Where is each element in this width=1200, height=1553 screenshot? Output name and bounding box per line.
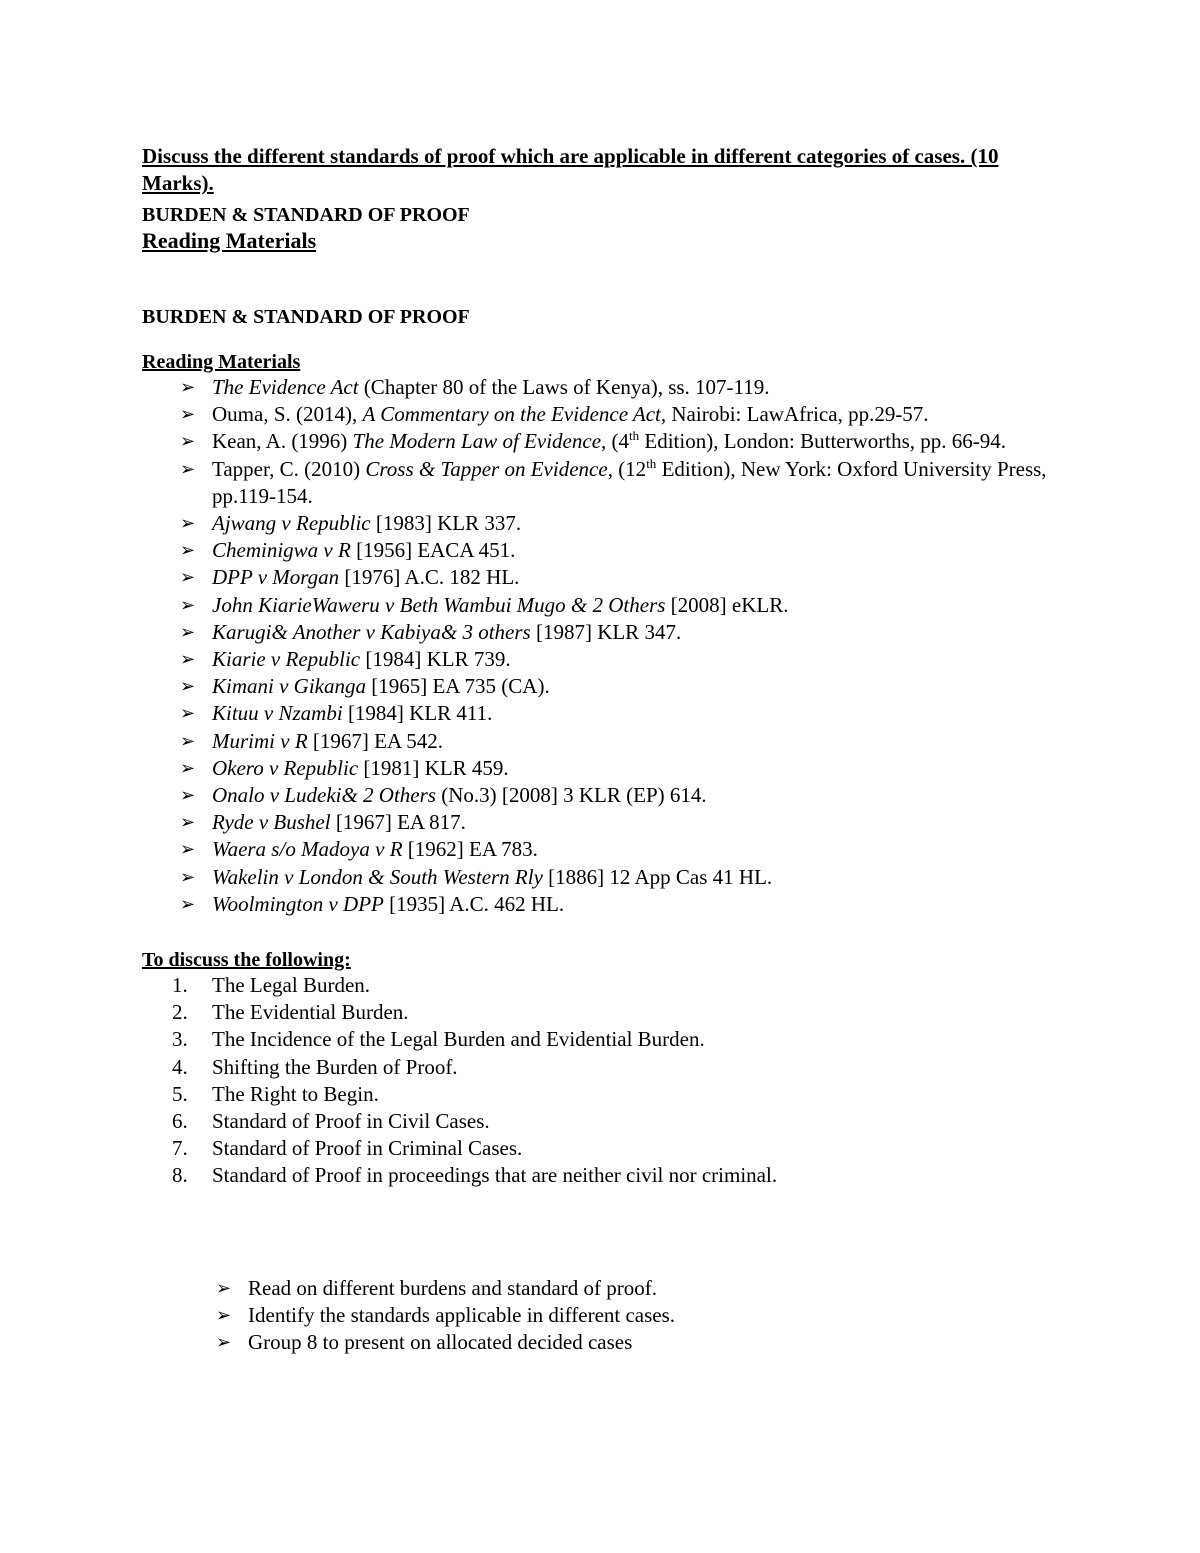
topic-text: Standard of Proof in Criminal Cases.	[212, 1136, 523, 1161]
citation-title: A Commentary on the Evidence Act,	[362, 402, 667, 427]
citation-text: , (12	[607, 456, 647, 481]
reading-material-item	[142, 891, 1072, 918]
reading-material-item	[142, 564, 1072, 591]
reading-material-item	[142, 537, 1072, 564]
reading-material-item	[142, 755, 1072, 782]
task-text: Identify the standards applicable in different cases.	[248, 1302, 676, 1327]
citation-text: Ouma, S. (2014),	[212, 402, 363, 427]
reading-material-item	[142, 619, 1072, 646]
reading-material-item	[142, 673, 1072, 700]
section-subheading: Reading Materials	[142, 228, 317, 253]
arrow-bullet-icon	[180, 619, 195, 646]
citation-title: Karugi& Another v Kabiya& 3 others	[212, 619, 531, 644]
section-heading-repeat: BURDEN & STANDARD OF PROOF	[142, 306, 470, 328]
tasks-list	[142, 1275, 1072, 1357]
citation-title: Woolmington v DPP	[212, 891, 384, 916]
citation-title: John KiarieWaweru v Beth Wambui Mugo & 2 Others	[212, 592, 666, 617]
reading-materials-heading: Reading Materials	[142, 351, 301, 373]
question-title: Discuss the different standards of proof which are applicable in different categories of cases. (10 Marks).	[142, 144, 999, 195]
reading-material-item	[142, 510, 1072, 537]
reading-material-item	[142, 401, 1072, 428]
citation-title: Kituu v Nzambi	[212, 701, 343, 726]
topic-text: Standard of Proof in proceedings that are neither civil nor criminal.	[212, 1163, 778, 1188]
topic-number: 6.	[172, 1109, 188, 1134]
citation-title: Wakelin v London & South Western Rly	[212, 864, 543, 889]
arrow-bullet-icon	[180, 456, 195, 483]
citation-text: (Chapter 80 of the Laws of Kenya), ss. 107-119.	[358, 375, 770, 399]
arrow-bullet-icon	[180, 673, 195, 700]
citation-text: Edition), New York: Oxford University Press, pp.119-154.	[212, 456, 1047, 508]
document-content	[142, 143, 1072, 1356]
citation-title: Cross & Tapper on Evidence	[365, 456, 608, 481]
citation-text: [1935] A.C. 462 HL.	[383, 891, 565, 916]
citation-title: Onalo v Ludeki& 2 Others	[212, 783, 436, 808]
reading-material-item	[142, 592, 1072, 619]
task-item	[142, 1329, 1072, 1356]
reading-material-item	[142, 428, 1072, 455]
arrow-bullet-icon	[180, 564, 195, 591]
arrow-bullet-icon	[180, 510, 195, 537]
discussion-topic-item	[142, 999, 1072, 1026]
reading-material-item	[142, 700, 1072, 727]
task-item	[142, 1302, 1072, 1329]
citation-title: DPP v Morgan	[212, 565, 340, 590]
topic-number: 2.	[172, 1000, 188, 1025]
discussion-topic-item	[142, 1054, 1072, 1081]
citation-title: Kiarie v Republic	[212, 647, 361, 672]
arrow-bullet-icon	[216, 1275, 231, 1302]
citation-text: Kean, A. (1996)	[212, 429, 353, 454]
task-item	[142, 1275, 1072, 1302]
citation-text: Tapper, C. (2010)	[212, 456, 366, 481]
reading-material-item	[142, 728, 1072, 755]
topic-number: 3.	[172, 1027, 188, 1052]
topic-text: Shifting the Burden of Proof.	[212, 1054, 458, 1079]
arrow-bullet-icon	[180, 836, 195, 863]
discussion-topic-item	[142, 1026, 1072, 1053]
arrow-bullet-icon	[180, 428, 195, 455]
reading-material-item	[142, 456, 1072, 510]
topic-number: 4.	[172, 1054, 188, 1079]
reading-material-item	[142, 809, 1072, 836]
topic-number: 7.	[172, 1136, 188, 1161]
reading-material-item	[142, 836, 1072, 863]
citation-text: [1981] KLR 459.	[358, 755, 509, 780]
arrow-bullet-icon	[180, 755, 195, 782]
topic-number: 8.	[172, 1163, 188, 1188]
topic-text: Standard of Proof in Civil Cases.	[212, 1109, 490, 1134]
arrow-bullet-icon	[180, 592, 195, 619]
citation-title: Okero v Republic	[212, 755, 359, 780]
discussion-topic-item	[142, 1162, 1072, 1189]
ordinal-suffix: th	[646, 455, 657, 471]
discussion-topic-item	[142, 1108, 1072, 1135]
citation-title: Kimani v Gikanga	[212, 674, 366, 699]
topic-text: The Incidence of the Legal Burden and Evidential Burden.	[212, 1027, 705, 1052]
citation-text: [1984] KLR 411.	[342, 701, 493, 726]
citation-text: Nairobi: LawAfrica, pp.29-57.	[666, 402, 929, 427]
citation-text: [1987] KLR 347.	[530, 619, 682, 644]
discussion-heading: To discuss the following:	[142, 949, 351, 972]
citation-text: [1962] EA 783.	[402, 837, 538, 862]
citation-text: [1984] KLR 739.	[360, 647, 511, 672]
arrow-bullet-icon	[180, 401, 195, 428]
citation-text: [1965] EA 735 (CA).	[365, 674, 550, 699]
section-heading: BURDEN & STANDARD OF PROOF	[142, 204, 470, 226]
arrow-bullet-icon	[216, 1302, 231, 1329]
ordinal-suffix: th	[629, 428, 640, 444]
citation-text: [2008] eKLR.	[665, 592, 789, 617]
arrow-bullet-icon	[180, 537, 195, 564]
arrow-bullet-icon	[180, 728, 195, 755]
reading-material-item	[142, 374, 1072, 401]
topic-number: 5.	[172, 1081, 188, 1106]
citation-title: Murimi v R	[212, 728, 308, 753]
citation-text: , (4	[601, 429, 630, 454]
citation-text: [1956] EACA 451.	[350, 538, 516, 563]
task-text: Read on different burdens and standard of proof.	[248, 1275, 657, 1300]
citation-text: [1983] KLR 337.	[370, 511, 522, 536]
citation-text: [1976] A.C. 182 HL.	[339, 565, 520, 590]
arrow-bullet-icon	[216, 1329, 231, 1356]
reading-material-item	[142, 782, 1072, 809]
discussion-topic-item	[142, 1135, 1072, 1162]
citation-text: (No.3) [2008] 3 KLR (EP) 614.	[435, 783, 707, 808]
reading-materials-list	[142, 374, 1072, 918]
citation-title: Ajwang v Republic	[212, 511, 371, 536]
arrow-bullet-icon	[180, 864, 195, 891]
reading-material-item	[142, 864, 1072, 891]
arrow-bullet-icon	[180, 646, 195, 673]
arrow-bullet-icon	[180, 700, 195, 727]
citation-title: Ryde v Bushel	[212, 810, 331, 835]
arrow-bullet-icon	[180, 891, 195, 918]
topic-text: The Right to Begin.	[212, 1081, 379, 1106]
discussion-topic-item	[142, 972, 1072, 999]
citation-title: The Evidence Act	[212, 375, 359, 399]
citation-text: Edition), London: Butterworths, pp. 66-94.	[639, 429, 1007, 454]
topic-text: The Evidential Burden.	[212, 1000, 409, 1025]
citation-text: [1967] EA 542.	[307, 728, 443, 753]
discussion-topics-list	[142, 972, 1072, 1190]
arrow-bullet-icon	[180, 782, 195, 809]
discussion-topic-item	[142, 1081, 1072, 1108]
citation-text: [1967] EA 817.	[330, 810, 466, 835]
topic-text: The Legal Burden.	[212, 973, 371, 998]
citation-text: [1886] 12 App Cas 41 HL.	[542, 864, 773, 889]
citation-title: Waera s/o Madoya v R	[212, 837, 403, 862]
topic-number: 1.	[172, 973, 188, 998]
citation-title: Cheminigwa v R	[212, 538, 351, 563]
arrow-bullet-icon	[180, 374, 195, 401]
arrow-bullet-icon	[180, 809, 195, 836]
task-text: Group 8 to present on allocated decided cases	[248, 1330, 633, 1355]
reading-material-item	[142, 646, 1072, 673]
citation-title: The Modern Law of Evidence	[352, 429, 602, 454]
